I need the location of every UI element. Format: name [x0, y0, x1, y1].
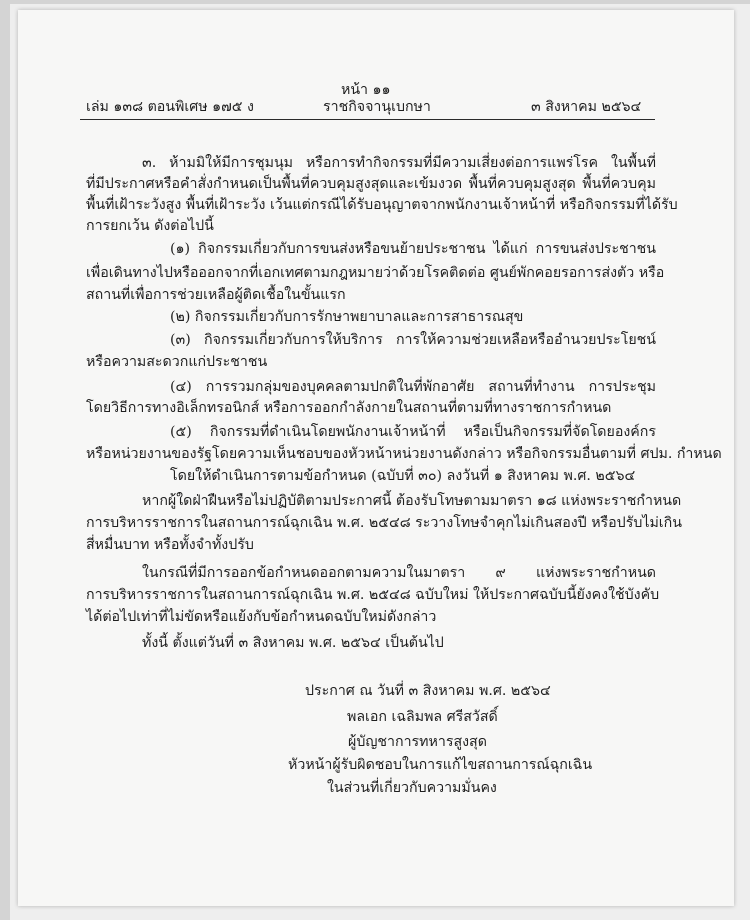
list-item: (๑) กิจกรรมเกี่ยวกับการขนส่งหรือขนย้ายประชาชน ได้แก่ การขนส่งประชาชน	[170, 241, 656, 257]
signatory-name: พลเอก เฉลิมพล ศรีสวัสดิ์	[347, 709, 498, 725]
paragraph-line: เพื่อเดินทางไปหรือออกจากที่เอกเทศตามกฎหมายว่าด้วยโรคติดต่อ ศูนย์พักคอยรอการส่งตัว หรือ	[86, 265, 665, 281]
signatory-position: หัวหน้าผู้รับผิดชอบในการแก้ไขสถานการณ์ฉุกเฉิน	[288, 757, 593, 773]
signatory-position: ผู้บัญชาการทหารสูงสุด	[348, 734, 487, 750]
paragraph-line: สถานที่เพื่อการช่วยเหลือผู้ติดเชื้อในขั้นแรก	[86, 287, 346, 303]
paragraph-line: ได้ต่อไปเท่าที่ไม่ขัดหรือแย้งกับข้อกำหนดฉบับใหม่ดังกล่าว	[86, 609, 437, 625]
volume-issue: เล่ม ๑๓๘ ตอนพิเศษ ๑๗๕ ง	[86, 99, 254, 115]
paragraph-line: ๓. ห้ามมิให้มีการชุมนุม หรือการทำกิจกรรมที่มีความเสี่ยงต่อการแพร่โรค ในพื้นที่	[142, 155, 656, 171]
paragraph-line: หากผู้ใดฝ่าฝืนหรือไม่ปฏิบัติตามประกาศนี้ ต้องรับโทษตามมาตรา ๑๘ แห่งพระราชกำหนด	[142, 493, 682, 509]
paragraph-line: การบริหารราชการในสถานการณ์ฉุกเฉิน พ.ศ. ๒๕๔๘ ฉบับใหม่ ให้ประกาศฉบับนี้ยังคงใช้บังคับ	[86, 587, 660, 603]
page-number: หน้า ๑๑	[341, 82, 391, 98]
paragraph-line: ในกรณีที่มีการออกข้อกำหนดออกตามความในมาตรา ๙ แห่งพระราชกำหนด	[142, 565, 656, 581]
effective-date-line: ทั้งนี้ ตั้งแต่วันที่ ๓ สิงหาคม พ.ศ. ๒๕๖๔ เป็นต้นไป	[142, 635, 444, 651]
paragraph-line: พื้นที่เฝ้าระวังสูง พื้นที่เฝ้าระวัง เว้นแต่กรณีได้รับอนุญาตจากพนักงานเจ้าหน้าที่ หรือกิจกรรมที่ได้รับ	[86, 197, 678, 213]
paragraph-line: หรือหน่วยงานของรัฐโดยความเห็นชอบของหัวหน้าหน่วยงานดังกล่าว หรือกิจกรรมอื่นตามที่ ศปม. กำหนด	[86, 446, 722, 462]
paragraph-line: การบริหารราชการในสถานการณ์ฉุกเฉิน พ.ศ. ๒๕๔๘ ระวางโทษจำคุกไม่เกินสองปี หรือปรับไม่เกิน	[86, 515, 682, 531]
paragraph-line: การยกเว้น ดังต่อไปนี้	[86, 218, 214, 234]
list-item: (๔) การรวมกลุ่มของบุคคลตามปกติในที่พักอาศัย สถานที่ทำงาน การประชุม	[170, 379, 656, 395]
signatory-position: ในส่วนที่เกี่ยวกับความมั่นคง	[327, 780, 497, 796]
issue-date: ๓ สิงหาคม ๒๕๖๔	[531, 99, 642, 115]
paragraph-line: หรือความสะดวกแก่ประชาชน	[86, 354, 268, 370]
paragraph-line: สี่หมื่นบาท หรือทั้งจำทั้งปรับ	[86, 537, 254, 553]
gazette-name: ราชกิจจานุเบกษา	[323, 99, 431, 115]
paragraph-line: โดยวิธีการทางอิเล็กทรอนิกส์ หรือการออกกำลังกายในสถานที่ตามที่ทางราชการกำหนด	[86, 400, 612, 416]
paragraph-line: ที่มีประกาศหรือคำสั่งกำหนดเป็นพื้นที่ควบคุมสูงสุดและเข้มงวด พื้นที่ควบคุมสูงสุด พื้นที่ควบคุม	[86, 176, 656, 192]
list-item: (๕) กิจกรรมที่ดำเนินโดยพนักงานเจ้าหน้าที่ หรือเป็นกิจกรรมที่จัดโดยองค์กร	[170, 424, 656, 440]
list-item: (๒) กิจกรรมเกี่ยวกับการรักษาพยาบาลและการสาธารณสุข	[170, 309, 524, 325]
announcement-date: ประกาศ ณ วันที่ ๓ สิงหาคม พ.ศ. ๒๕๖๔	[305, 683, 551, 699]
header-divider	[80, 119, 655, 120]
list-item: (๓) กิจกรรมเกี่ยวกับการให้บริการ การให้ความช่วยเหลือหรืออำนวยประโยชน์	[170, 332, 656, 348]
paragraph-line: โดยให้ดำเนินการตามข้อกำหนด (ฉบับที่ ๓๐) ลงวันที่ ๑ สิงหาคม พ.ศ. ๒๕๖๔	[170, 468, 636, 484]
